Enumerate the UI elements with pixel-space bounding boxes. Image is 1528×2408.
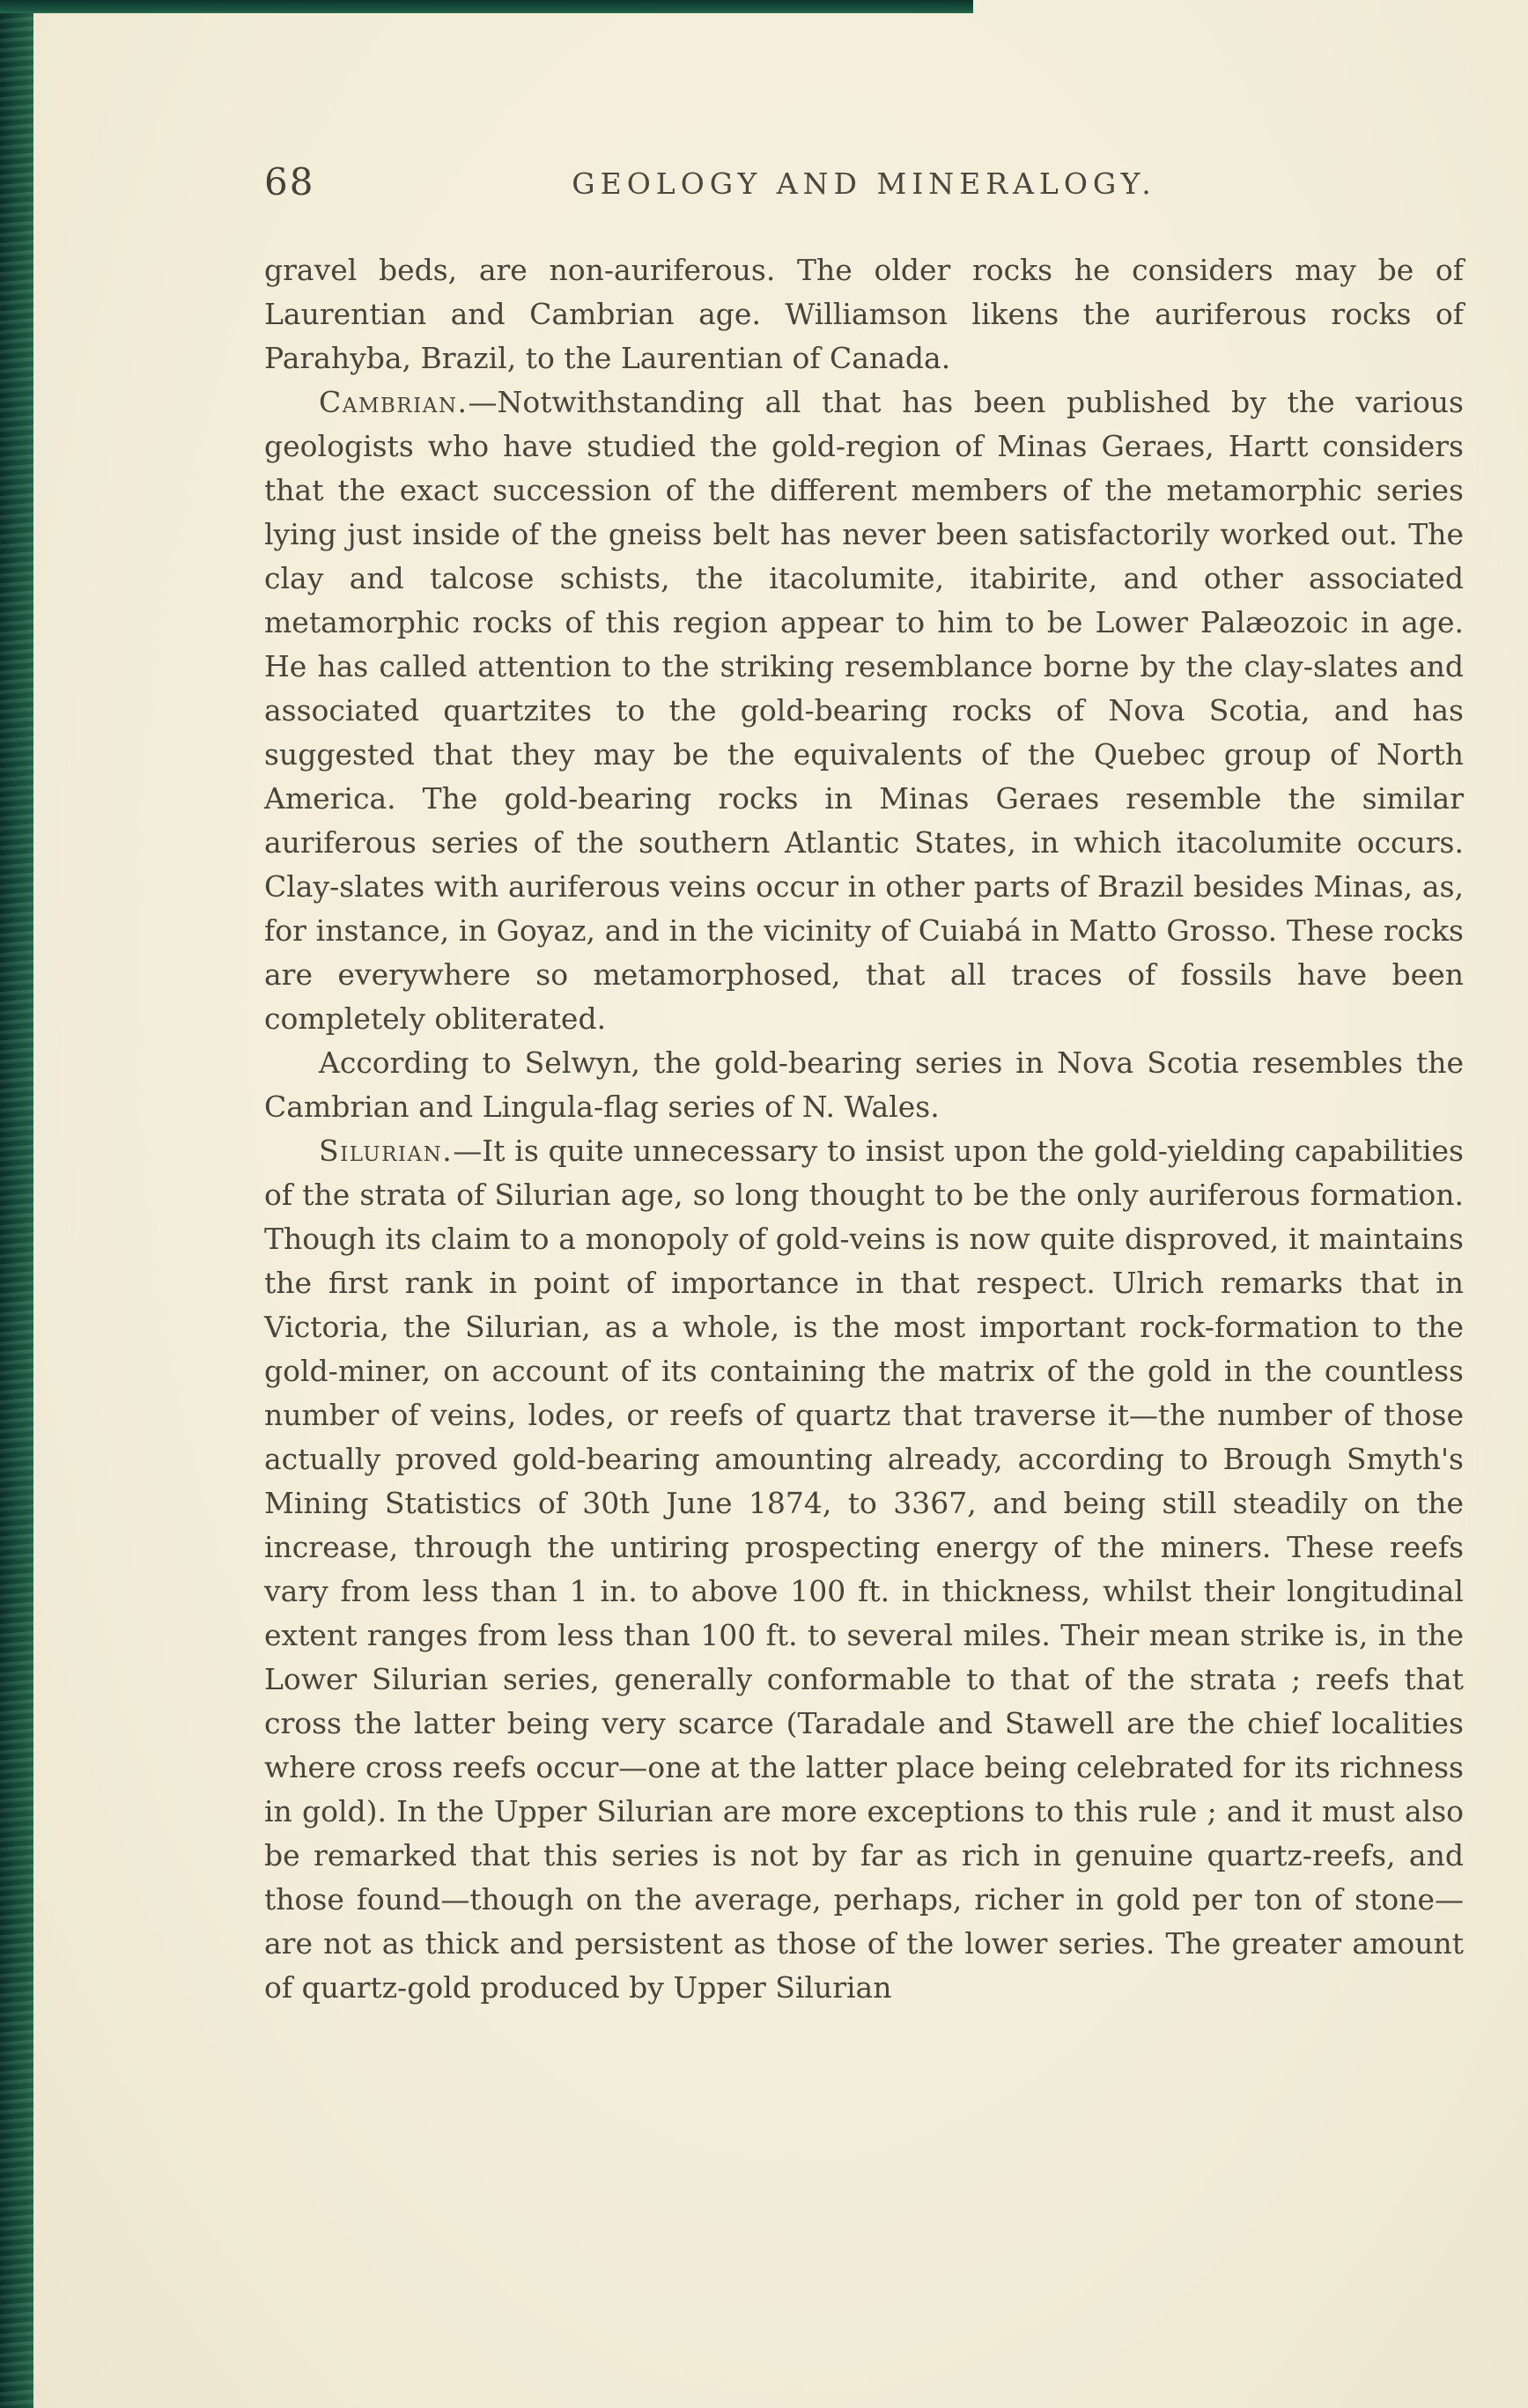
paragraph-continuation: gravel beds, are non-auriferous. The older rocks he considers may be of Laurentian and Cambrian age. Williamson likens the auriferous rocks of Parahyba, Brazil, to the Laurentian of Canada.	[264, 253, 1464, 375]
paragraph-silurian-text: —It is quite unnecessary to insist upon the gold-yielding capabilities of the strata of Silurian age, so long thought to be the only auriferous formation. Though its claim to a monopoly of gold-veins is now quite disproved, it maintains the first rank in point of importance in that respect. Ulrich remarks that in Victoria, the Silurian, as a whole, is the most important rock-formation to the gold-miner, on account of its containing the matrix of the gold in the countless number of veins, lodes, or reefs of quartz that traverse it—the number of those actually proved gold-bearing amounting already, according to Brough Smyth's Mining Statistics of 30th June 1874, to 3367, and being still steadily on the increase, through the untiring prospecting energy of the miners. These reefs vary from less than 1 in. to above 100 ft. in thickness, whilst their longitudinal extent ranges from less than 100 ft. to several miles. Their mean strike is, in the Lower Silurian series, generally conformable to that of the strata ; reefs that cross the latter being very scarce (Taradale and Stawell are the chief localities where cross reefs occur—one at the latter place being celebrated for its richness in gold). In the Upper Silurian are more exceptions to this rule ; and it must also be remarked that this series is not by far as rich in genuine quartz-reefs, and those found—though on the average, perhaps, richer in gold per ton of stone—are not as thick and persistent as those of the lower series. The greater amount of quartz-gold produced by Upper Silurian	[264, 1134, 1464, 2005]
paragraph-selwyn: According to Selwyn, the gold-bearing series in Nova Scotia resembles the Cambrian and Lingula-flag series of N. Wales.	[264, 1045, 1464, 1124]
paragraph-cambrian-text: —Notwithstanding all that has been published by the various geologists who have studied the gold-region of Minas Geraes, Hartt considers that the exact succession of the different members of the metamorphic series lying just inside of the gneiss belt has never been satisfactorily worked out. The clay and talcose schists, the itacolumite, itabirite, and other associated metamorphic rocks of this region appear to him to be Lower Palæozoic in age. He has called attention to the striking resemblance borne by the clay-slates and associated quartzites to the gold-bearing rocks of Nova Scotia, and has suggested that they may be the equivalents of the Quebec group of North America. The gold-bearing rocks in Minas Geraes resemble the similar auriferous series of the southern Atlantic States, in which itacolumite occurs. Clay-slates with auriferous veins occur in other parts of Brazil besides Minas, as, for instance, in Goyaz, and in the vicinity of Cuiabá in Matto Grosso. These rocks are everywhere so metamorphosed, that all traces of fossils have been completely obliterated.	[264, 385, 1464, 1036]
page-number: 68	[264, 160, 315, 203]
paragraph-silurian	[264, 1129, 1464, 2010]
section-label-silurian: Silurian.	[319, 1134, 454, 1168]
running-header: GEOLOGY AND MINERALOGY.	[572, 166, 1156, 201]
book-spine-edge-top	[0, 0, 973, 13]
page-header	[264, 160, 1464, 213]
paragraph-cambrian	[264, 380, 1464, 1041]
section-label-cambrian: Cambrian.	[319, 385, 469, 419]
book-spine-edge-left	[0, 0, 33, 2408]
body-text	[264, 248, 1464, 2010]
